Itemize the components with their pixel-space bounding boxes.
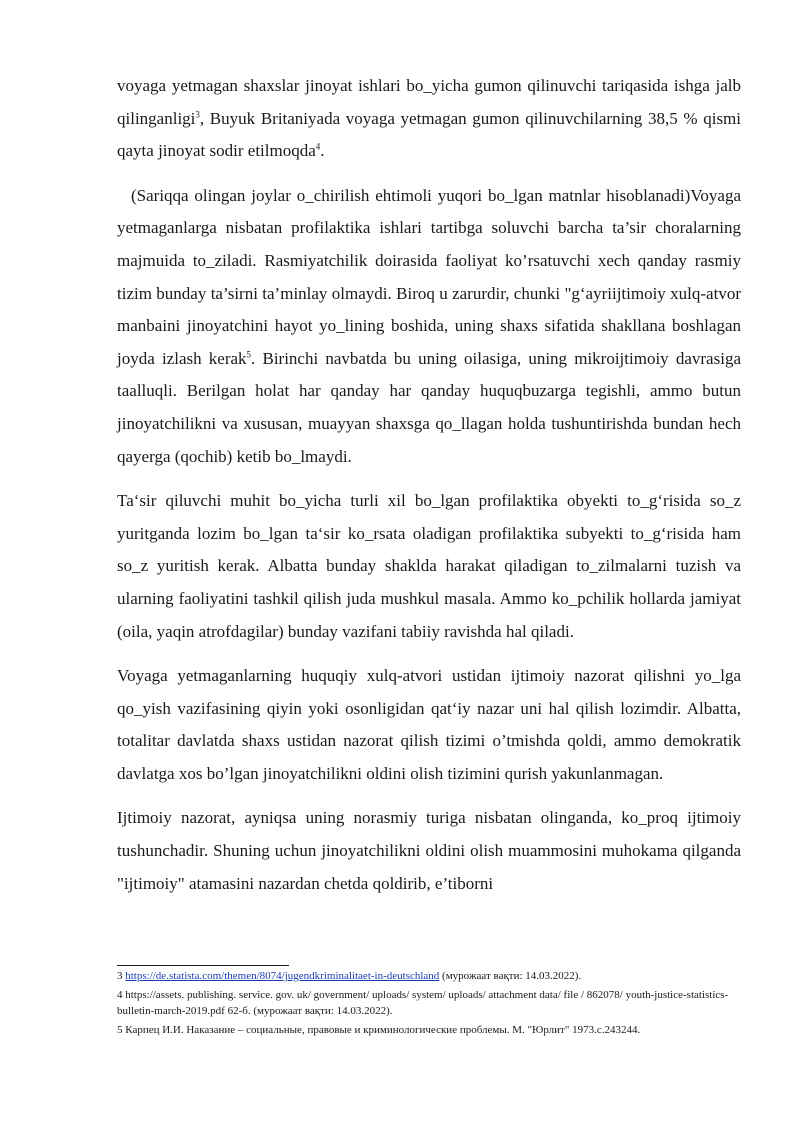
paragraph-5: Ijtimoiy nazorat, ayniqsa uning norasmiy turiga nisbatan olinganda, ko_proq ijtimoiy tushunchadir. Shuning uchun jinoyatchilikni oldini olish muammosini muhokama qilganda "ijtimoiy" atamasini nazardan chetda qoldirib, e’tiborni xyxy=(117,808,741,893)
footnote-link[interactable]: https://de.statista.com/themen/8074/jugendkriminalitaet-in-deutschland xyxy=(125,970,440,982)
footnote-text: https://assets. publishing. service. gov. uk/ government/ uploads/ system/ uploads/ attachment data/ file / 862078/ youth-justice-statistics-bulletin-march-2019.pdf 62-б. (мурожаат вақти: 14.03.2022). xyxy=(117,988,729,1017)
paragraph-1 xyxy=(117,70,741,168)
paragraph-text: voyaga yetmagan shaxslar jinoyat ishlari bo_yicha gumon qilinuvchi tariqasida ishga jalb qilinganligi xyxy=(117,76,741,128)
paragraph-4: Voyaga yetmaganlarning huquqiy xulq-atvori ustidan ijtimoiy nazorat qilishni yo_lga qo_yish vazifasining qiyin yoki osonligidan qat‘iy nazar uni hal qilish lozimdir. Albatta, totalitar davlatda shaxs ustidan nazorat qilish tizimi o’tmishda qoldi, ammo demokratik davlatga xos bo’lgan jinoyatchilikni oldini olish tizimini qurish yakunlanmagan. xyxy=(117,666,741,783)
footnote-ref-5[interactable]: 5 xyxy=(246,349,252,360)
footnote-text: (мурожаат вақти: 14.03.2022). xyxy=(439,970,582,982)
footnote-ref-3[interactable]: 3 xyxy=(195,108,200,119)
footnotes xyxy=(117,968,743,1040)
paragraph-text: . xyxy=(320,141,325,161)
footnote-5 xyxy=(117,1022,743,1039)
paragraph-2 xyxy=(117,180,741,473)
paragraph-text: (Sariqqa olingan joylar o_chirilish ehtimoli yuqori bo_lgan matnlar hisoblanadi)Voyaga yetmaganlarga nisbatan profilaktika ishlari tartibga soluvchi barcha ta’sir choralarning majmuida to_ziladi. Rasmiyatchilik doirasida faoliyat ko’rsatuvchi xech qanday rasmiy tizim bunday ta’sirni ta’minlay olmaydi. Biroq u zarurdir, chunki "g‘ayriijtimoiy xulq-atvor manbaini jinoyatchini hayot yo_lining boshida, uning shaxs sifatida shakllana boshlagan joyda izlash kerak xyxy=(117,185,741,368)
footnote-separator xyxy=(117,965,289,966)
footnote-ref-4[interactable]: 4 xyxy=(315,141,321,152)
footnote-4 xyxy=(117,987,743,1020)
footnote-number: 5 xyxy=(117,1023,123,1036)
footnote-text: Карпец И.И. Наказание – социальные, правовые и криминологические проблемы. М. "Юрлит" 1973.с.243244. xyxy=(125,1023,641,1036)
footnote-number: 4 xyxy=(117,988,123,1001)
document-body xyxy=(117,70,741,900)
paragraph-3: Ta‘sir qiluvchi muhit bo_yicha turli xil bo_lgan profilaktika obyekti to_g‘risida so_z yuritganda lozim bo_lgan ta‘sir ko_rsata oladigan profilaktika subyekti to_g‘risida ham so_z yuritish kerak. Albatta bunday shaklda harakat qiladigan to_zilmalarni tuzish va ularning faoliyatini tashkil qilish juda mushkul masala. Ammo ko_pchilik hollarda jamiyat (oila, yaqin atrofdagilar) bunday vazifani tabiiy ravishda hal qiladi. xyxy=(117,491,741,641)
paragraph-text: , Buyuk Britaniyada voyaga yetmagan gumon qilinuvchilarning 38,5 % qismi qayta jinoyat sodir etilmoqda xyxy=(117,108,741,161)
footnote-3 xyxy=(117,968,743,985)
footnote-number: 3 xyxy=(117,970,123,982)
paragraph-text: . Birinchi navbatda bu uning oilasiga, uning mikroijtimoiy davrasiga taalluqli. Berilgan holat har qanday har qanday huquqbuzarga tegishli, ammo butun jinoyatchilikni va xususan, muayyan shaxsga qo_llagan holda tushuntirishda bundan hech qayerga (qochib) ketib bo_lmaydi. xyxy=(117,348,741,466)
